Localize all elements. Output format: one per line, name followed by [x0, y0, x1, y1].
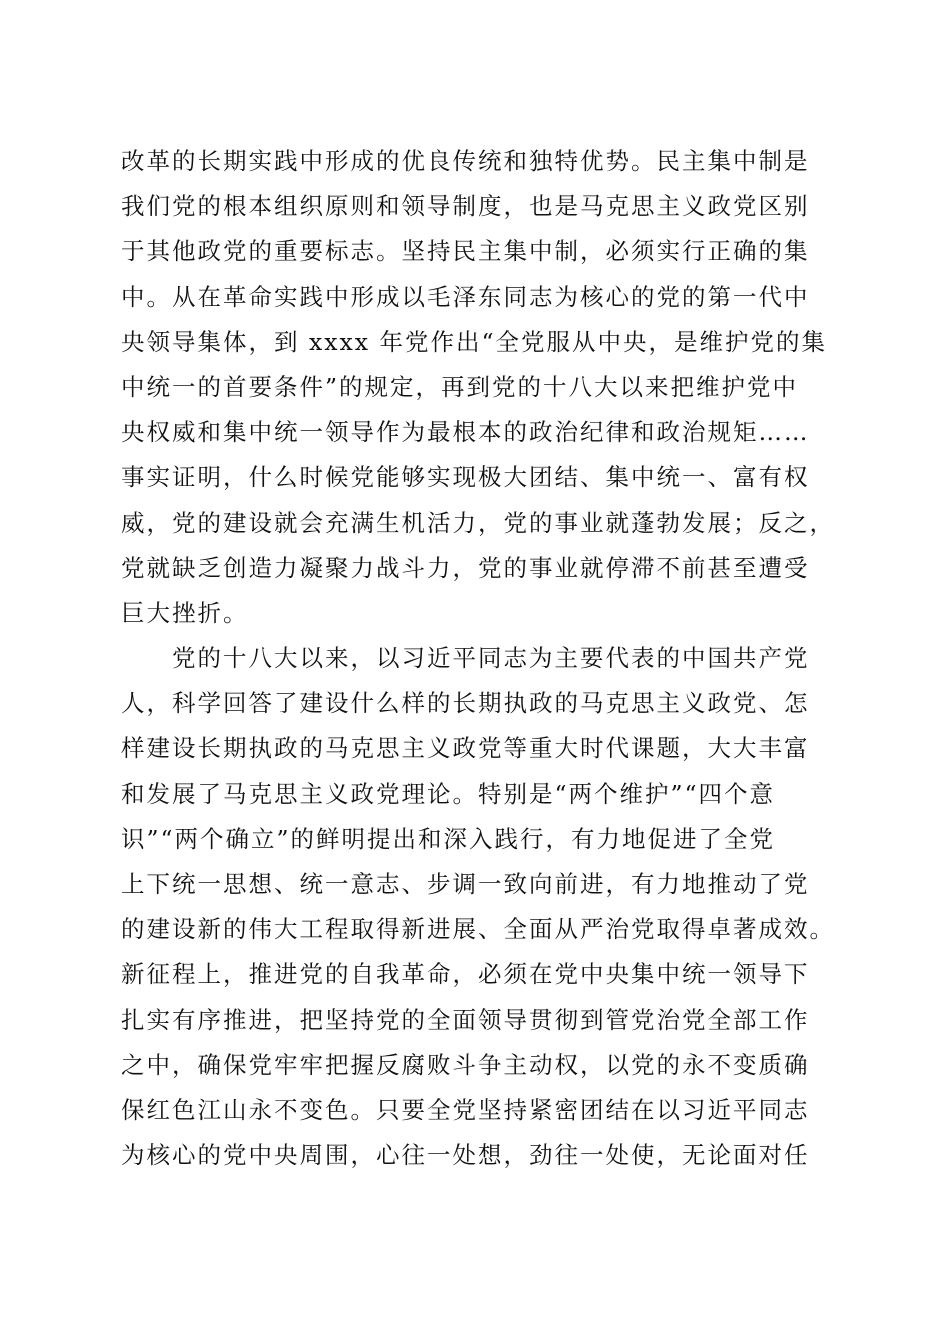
text-line: 和发展了马克思主义政党理论。特别是“两个维护”“四个意 — [121, 779, 776, 808]
text-line: 人，科学回答了建设什么样的长期执政的马克思主义政党、怎 — [121, 689, 810, 718]
text-line: 巨大挫折。 — [121, 598, 249, 627]
text-line: 央领导集体，到 xxxx 年党作出“全党服从中央，是维护党的集 — [121, 327, 827, 356]
text-line: 威，党的建设就会充满生机活力，党的事业就蓬勃发展；反之， — [121, 508, 835, 537]
body-text — [121, 139, 841, 1178]
text-line: 党就缺乏创造力凝聚力战斗力，党的事业就停滞不前甚至遭受 — [121, 553, 810, 582]
text-line: 中。从在革命实践中形成以毛泽东同志为核心的党的第一代中 — [121, 282, 810, 311]
text-line: 事实证明，什么时候党能够实现极大团结、集中统一、富有权 — [121, 463, 810, 492]
text-line: 央权威和集中统一领导作为最根本的政治纪律和政治规矩…… — [121, 418, 810, 447]
text-line: 党的十八大以来，以习近平同志为主要代表的中国共产党 — [121, 644, 810, 673]
text-line: 上下统一思想、统一意志、步调一致向前进，有力地推动了党 — [121, 870, 810, 898]
text-line: 样建设长期执政的马克思主义政党等重大时代课题，大大丰富 — [121, 734, 810, 763]
text-line: 我们党的根本组织原则和领导制度，也是马克思主义政党区别 — [121, 192, 810, 221]
text-line: 中统一的首要条件”的规定，再到党的十八大以来把维护党中 — [121, 372, 799, 401]
text-line: 识”“两个确立”的鲜明提出和深入践行，有力地促进了全党 — [121, 824, 776, 853]
text-line: 新征程上，推进党的自我革命，必须在党中央集中统一领导下 — [121, 960, 810, 989]
text-line: 之中，确保党牢牢把握反腐败斗争主动权，以党的永不变质确 — [121, 1050, 810, 1079]
text-line: 为核心的党中央周围，心往一处想，劲往一处使，无论面对任 — [121, 1141, 810, 1170]
text-line: 的建设新的伟大工程取得新进展、全面从严治党取得卓著成效。 — [121, 915, 835, 944]
text-line: 扎实有序推进，把坚持党的全面领导贯彻到管党治党全部工作 — [121, 1005, 810, 1034]
text-line: 改革的长期实践中形成的优良传统和独特优势。民主集中制是 — [121, 147, 810, 175]
text-line: 于其他政党的重要标志。坚持民主集中制，必须实行正确的集 — [121, 237, 810, 266]
text-line: 保红色江山永不变色。只要全党坚持紧密团结在以习近平同志 — [121, 1095, 810, 1124]
